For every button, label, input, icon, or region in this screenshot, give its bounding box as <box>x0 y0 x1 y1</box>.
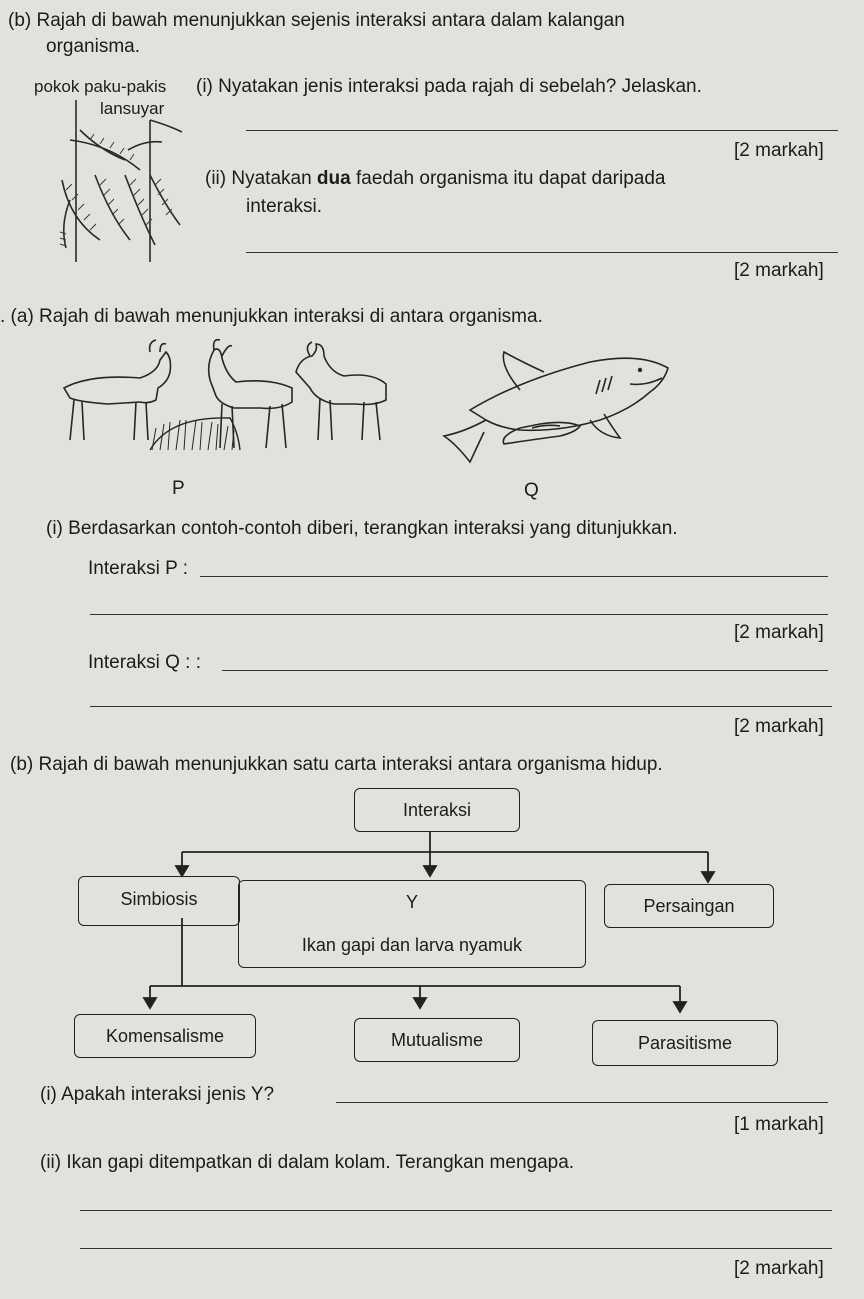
chart-node-parasitisme: Parasitisme <box>592 1020 778 1066</box>
chart-node-y-example: Ikan gapi dan larva nyamuk <box>301 935 523 955</box>
fig-label-lansuyar: lansuyar <box>100 99 165 118</box>
prev-b-intro-line2: organisma. <box>46 36 140 57</box>
qb-question-ii: (ii) Ikan gapi ditempatkan di dalam kolam. Terangkan mengapa. <box>40 1152 575 1173</box>
prev-b-intro-line1: (b) Rajah di bawah menunjukkan sejenis interaksi antara dalam kalangan <box>8 10 625 31</box>
marks-label: [2 markah] <box>734 1258 824 1279</box>
chart-node-interaksi: Interaksi <box>354 788 520 832</box>
label-q: Q <box>524 480 539 501</box>
answer-line[interactable] <box>80 1210 832 1211</box>
answer-line[interactable] <box>336 1102 828 1103</box>
chart-node-komensalisme: Komensalisme <box>74 1014 256 1058</box>
interaksi-p-label: Interaksi P : <box>88 558 188 579</box>
interaksi-q-label: Interaksi Q : : <box>88 652 201 673</box>
qa-question-i: (i) Berdasarkan contoh-contoh diberi, terangkan interaksi yang ditunjukkan. <box>46 518 678 539</box>
prev-b-question-i: (i) Nyatakan jenis interaksi pada rajah di sebelah? Jelaskan. <box>196 76 702 97</box>
answer-line[interactable] <box>80 1248 832 1249</box>
bold-word: dua <box>316 168 351 189</box>
chart-node-mutualisme: Mutualisme <box>354 1018 520 1062</box>
chart-node-y-label: Y <box>405 892 418 912</box>
qb-question-i: (i) Apakah interaksi jenis Y? <box>40 1084 275 1105</box>
prev-b-question-ii-line2: interaksi. <box>246 196 323 217</box>
label-p: P <box>172 478 185 499</box>
marks-label: [2 markah] <box>734 140 824 161</box>
marks-label: [2 markah] <box>734 622 824 643</box>
marks-label: [1 markah] <box>734 1114 824 1135</box>
qb-heading: (b) Rajah di bawah menunjukkan satu carta interaksi antara organisma hidup. <box>10 754 663 775</box>
qa-heading: . (a) Rajah di bawah menunjukkan interaksi di antara organisma. <box>0 306 543 327</box>
fig-label-pokok: pokok paku-pakis <box>34 77 167 96</box>
chart-node-persaingan: Persaingan <box>604 884 774 928</box>
chart-node-simbiosis: Simbiosis <box>78 876 240 926</box>
chart-node-y <box>238 880 586 968</box>
marks-label: [2 markah] <box>734 716 824 737</box>
marks-label: [2 markah] <box>734 260 824 281</box>
prev-b-question-ii: (ii) Nyatakan dua faedah organisma itu dapat daripada <box>205 168 666 189</box>
